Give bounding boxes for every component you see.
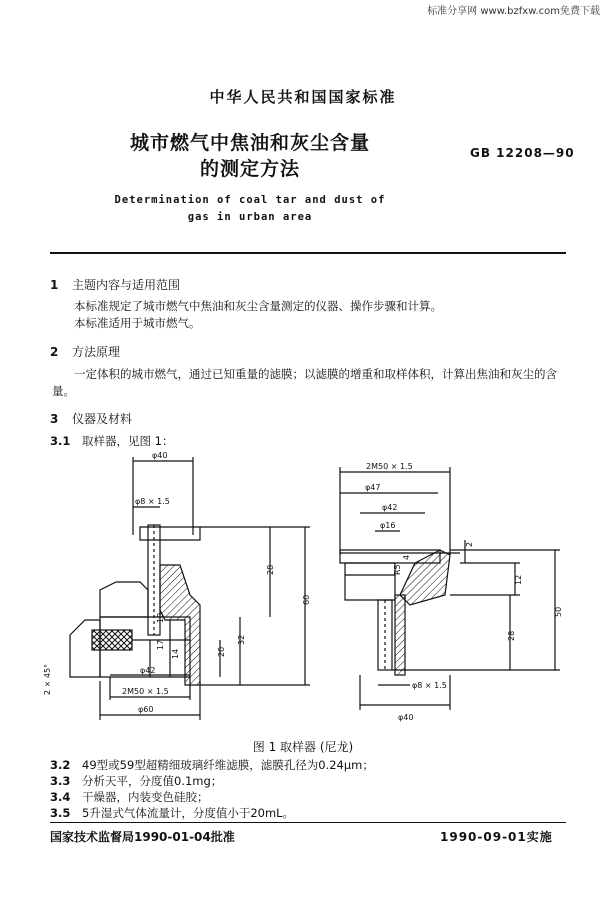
item-3-4 bbox=[50, 789, 209, 805]
label: 20 bbox=[217, 646, 226, 657]
label: φ8 × 1.5 bbox=[135, 497, 170, 506]
section-1-paragraph-1: 本标准规定了城市燃气中焦油和灰尘含量测定的仪器、操作步骤和计算。 bbox=[74, 299, 442, 313]
label: 32 bbox=[237, 634, 246, 645]
item-text: 分析天平，分度值0.1mg； bbox=[82, 774, 223, 788]
section-1-heading bbox=[50, 276, 180, 293]
right-sampler-view bbox=[340, 467, 560, 710]
section-number: 3 bbox=[50, 412, 59, 426]
figure-1-drawing bbox=[40, 445, 580, 735]
item-3-3 bbox=[50, 773, 222, 789]
effective-date: 1990-09-01实施 bbox=[440, 830, 553, 844]
label: φ42 bbox=[382, 503, 398, 512]
item-text: 取样器，见图 1： bbox=[82, 434, 174, 448]
item-text: 5升湿式气体流量计，分度值小于20mL。 bbox=[82, 806, 295, 820]
label: φ40 bbox=[398, 713, 414, 722]
left-sampler-view bbox=[70, 457, 310, 720]
label: 4 bbox=[402, 554, 411, 560]
label: 12 bbox=[514, 574, 523, 585]
section-1-paragraph-2: 本标准适用于城市燃气。 bbox=[74, 316, 201, 330]
label: φ16 bbox=[380, 521, 396, 530]
label: 17 bbox=[156, 639, 165, 650]
label: 10 bbox=[156, 612, 165, 623]
item-3-2 bbox=[50, 757, 374, 773]
label: R5 bbox=[393, 564, 402, 575]
item-number: 3.3 bbox=[50, 774, 71, 788]
section-2-paragraph-line-2: 量。 bbox=[52, 384, 75, 398]
label: φ40 bbox=[152, 451, 168, 460]
label: 28 bbox=[507, 630, 516, 641]
header-rule bbox=[50, 252, 566, 254]
issuer-header: 中华人民共和国国家标准 bbox=[209, 88, 397, 106]
section-title: 主题内容与适用范围 bbox=[72, 278, 181, 292]
label: φ42 bbox=[140, 666, 156, 675]
figure-caption: 图 1 取样器 (尼龙) bbox=[252, 740, 354, 754]
item-number: 3.4 bbox=[50, 790, 71, 804]
section-title: 仪器及材料 bbox=[72, 412, 133, 426]
item-3-5 bbox=[50, 805, 294, 821]
footer-rule bbox=[50, 822, 566, 823]
english-title-line-2: gas in urban area bbox=[187, 211, 313, 223]
label: 50 bbox=[554, 606, 563, 617]
title-line-1: 城市燃气中焦油和灰尘含量 bbox=[129, 132, 370, 154]
section-title: 方法原理 bbox=[72, 345, 121, 359]
label: φ60 bbox=[138, 705, 154, 714]
approval-line: 国家技术监督局1990-01-04批准 bbox=[50, 830, 235, 844]
watermark: 标准分享网 www.bzfxw.com免费下载 bbox=[427, 6, 600, 17]
label: 14 bbox=[171, 648, 180, 659]
section-2-paragraph-line-1: 一定体积的城市燃气，通过已知重量的滤膜；以滤膜的增重和取样体积，计算出焦油和灰尘的含 bbox=[74, 367, 557, 381]
english-title bbox=[110, 192, 390, 226]
section-number: 2 bbox=[50, 345, 59, 359]
item-text: 49型或59型超精细玻璃纤维滤膜，滤膜孔径为0.24μm； bbox=[82, 758, 374, 772]
item-number: 3.2 bbox=[50, 758, 71, 772]
item-number: 3.5 bbox=[50, 806, 71, 820]
section-3-heading bbox=[50, 410, 132, 427]
label: 2M50 × 1.5 bbox=[122, 687, 169, 696]
label: 28 bbox=[266, 564, 275, 575]
label: 2 bbox=[465, 541, 474, 547]
section-number: 1 bbox=[50, 278, 59, 292]
document-title bbox=[110, 130, 390, 182]
item-text: 干燥器，内装变色硅胶； bbox=[82, 790, 209, 804]
label: 2M50 × 1.5 bbox=[366, 462, 413, 471]
english-title-line-1: Determination of coal tar and dust of bbox=[114, 194, 386, 206]
label: φ8 × 1.5 bbox=[412, 681, 447, 690]
label: 2 × 45° bbox=[43, 663, 52, 695]
title-line-2: 的测定方法 bbox=[199, 158, 300, 180]
standard-code: GB 12208—90 bbox=[470, 146, 575, 160]
label: φ47 bbox=[365, 483, 381, 492]
item-number: 3.1 bbox=[50, 434, 71, 448]
label: 60 bbox=[302, 594, 311, 605]
section-2-heading bbox=[50, 343, 120, 360]
